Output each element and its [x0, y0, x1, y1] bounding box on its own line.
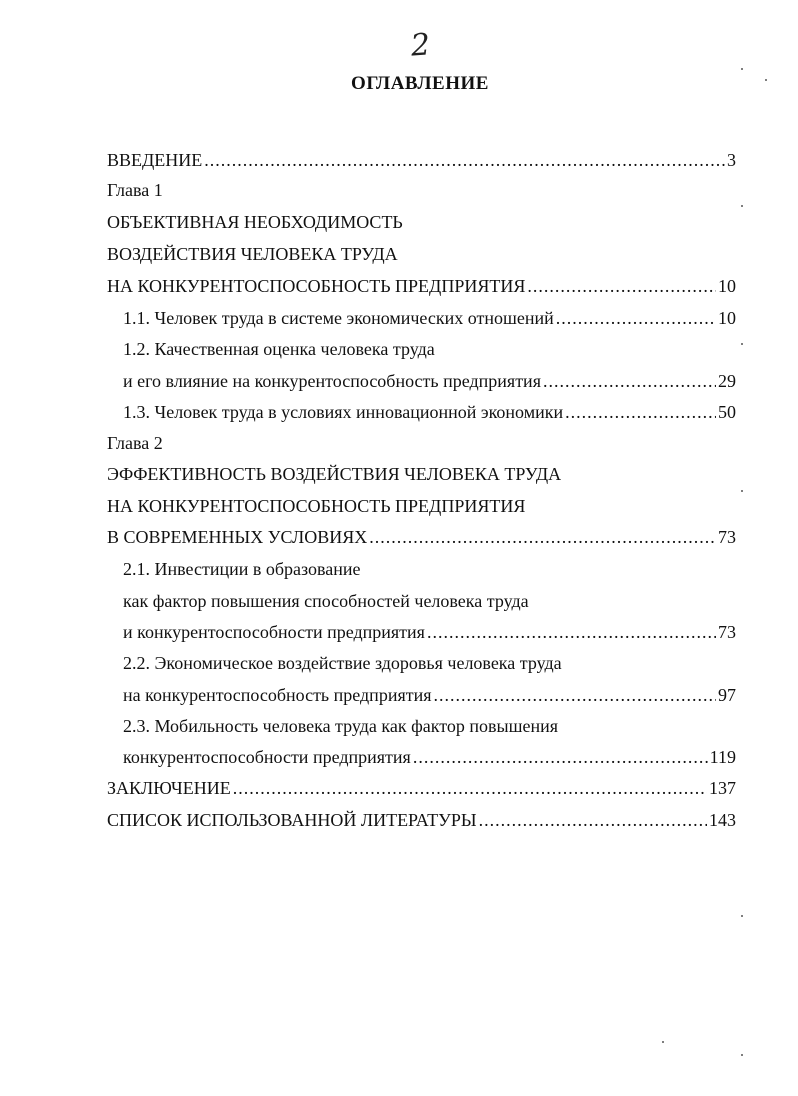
toc-entry-page: 137 [709, 778, 736, 798]
section-2-1-title-line-2: как фактор повышения способностей человека труда [123, 591, 529, 611]
toc-entry-section-2-1[interactable] [123, 617, 736, 647]
toc-entry-page: 119 [709, 747, 736, 767]
dot-leader [233, 773, 707, 803]
section-2-1-title-line-1: 2.1. Инвестиции в образование [123, 559, 361, 579]
toc-entry-text: на конкурентоспособность предприятия [123, 685, 432, 705]
toc-entry-section-2-2[interactable] [123, 680, 736, 710]
scan-speck [741, 915, 743, 917]
toc-entry-section-2-3[interactable] [123, 742, 736, 772]
toc-entry-text: и его влияние на конкурентоспособность предприятия [123, 371, 541, 391]
toc-entry-conclusion[interactable] [107, 773, 736, 803]
toc-entry-text: ВВЕДЕНИЕ [107, 150, 203, 170]
toc-entry-section-1-1[interactable] [123, 303, 736, 333]
dot-leader [527, 271, 716, 301]
scan-speck [662, 1041, 664, 1043]
toc-entry-text: 1.3. Человек труда в условиях инновационной экономики [123, 402, 564, 422]
toc-entry-page: 3 [727, 150, 736, 170]
scan-speck [741, 343, 743, 345]
toc-entry-chapter-1[interactable] [107, 271, 736, 301]
chapter-2-title-line-2: НА КОНКУРЕНТОСПОСОБНОСТЬ ПРЕДПРИЯТИЯ [107, 496, 526, 516]
toc-entry-chapter-2[interactable] [107, 522, 736, 552]
toc-title: ОГЛАВЛЕНИЕ [351, 73, 489, 94]
chapter-2-title-line-1: ЭФФЕКТИВНОСТЬ ВОЗДЕЙСТВИЯ ЧЕЛОВЕКА ТРУДА [107, 464, 562, 484]
toc-entry-text: СПИСОК ИСПОЛЬЗОВАННОЙ ЛИТЕРАТУРЫ [107, 810, 477, 830]
toc-entry-page: 97 [718, 685, 736, 705]
section-1-2-title-line-1: 1.2. Качественная оценка человека труда [123, 339, 435, 359]
scan-speck [741, 68, 743, 70]
toc-entry-page: 29 [718, 371, 736, 391]
toc-entry-section-1-2[interactable] [123, 366, 736, 396]
toc-entry-bibliography[interactable] [107, 805, 736, 835]
toc-entry-page: 143 [709, 810, 736, 830]
scan-speck [765, 79, 767, 81]
dot-leader [434, 680, 716, 710]
handwritten-page-number: 2 [409, 27, 432, 64]
chapter-2-label: Глава 2 [107, 433, 163, 453]
toc-entry-page: 10 [718, 308, 736, 328]
section-2-3-title-line-1: 2.3. Мобильность человека труда как фактор повышения [123, 716, 559, 736]
toc-entry-introduction[interactable] [107, 145, 736, 175]
toc-entry-section-1-3[interactable] [123, 397, 736, 427]
dot-leader [556, 303, 716, 333]
toc-entry-text: НА КОНКУРЕНТОСПОСОБНОСТЬ ПРЕДПРИЯТИЯ [107, 276, 526, 296]
chapter-1-title-line-2: ВОЗДЕЙСТВИЯ ЧЕЛОВЕКА ТРУДА [107, 244, 398, 264]
dot-leader [479, 805, 707, 835]
dot-leader [413, 742, 708, 772]
dot-leader [204, 145, 725, 175]
scan-speck [741, 490, 743, 492]
toc-entry-text: конкурентоспособности предприятия [123, 747, 411, 767]
chapter-1-title-line-1: ОБЪЕКТИВНАЯ НЕОБХОДИМОСТЬ [107, 212, 403, 232]
toc-entry-page: 73 [718, 622, 736, 642]
dot-leader [427, 617, 716, 647]
scan-speck [741, 1054, 743, 1056]
toc-entry-page: 10 [718, 276, 736, 296]
toc-entry-page: 73 [718, 527, 736, 547]
scan-speck [741, 205, 743, 207]
toc-entry-page: 50 [718, 402, 736, 422]
toc-entry-text: В СОВРЕМЕННЫХ УСЛОВИЯХ [107, 527, 368, 547]
dot-leader [369, 522, 716, 552]
dot-leader [543, 366, 716, 396]
toc-entry-text: 1.1. Человек труда в системе экономических отношений [123, 308, 554, 328]
toc-entry-text: и конкурентоспособности предприятия [123, 622, 425, 642]
section-2-2-title-line-1: 2.2. Экономическое воздействие здоровья человека труда [123, 653, 562, 673]
dot-leader [565, 397, 716, 427]
chapter-1-label: Глава 1 [107, 180, 163, 200]
toc-entry-text: ЗАКЛЮЧЕНИЕ [107, 778, 231, 798]
